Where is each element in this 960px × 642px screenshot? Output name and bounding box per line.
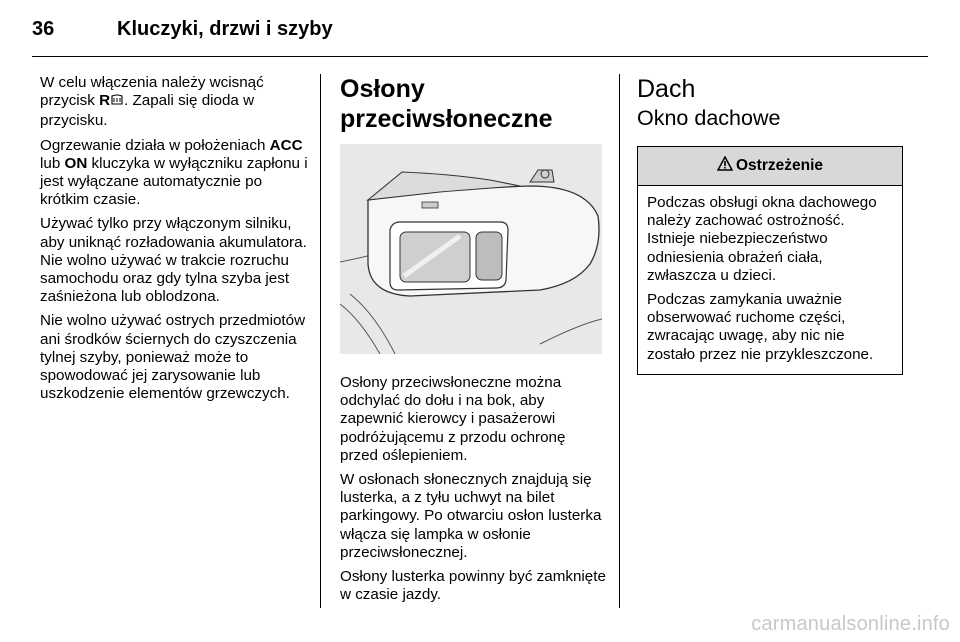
column-divider-1 <box>320 74 321 608</box>
warning-box <box>637 146 903 375</box>
section-heading: Dach <box>637 75 696 103</box>
warning-triangle-icon <box>717 156 733 176</box>
paragraph: Podczas zamykania uważnie obserwować ruchome części, zwracając uwagę, aby nic nie zostało przez nie przykleszczone. <box>647 291 874 363</box>
section-heading: Osłony przeciwsłoneczne <box>340 75 553 133</box>
paragraph: W celu włączenia należy wcisnąć przycisk R . Zapali się dioda w przycisku. <box>40 74 264 130</box>
button-label: R <box>99 92 111 110</box>
paragraph: Osłony przeciwsłoneczne można odchylać do dołu i na bok, aby zapewnić kierowcy i pasażerowi podróżującemu z przodu ochronę przed oślepieniem. <box>340 374 566 464</box>
paragraph: Używać tylko przy włączonym silniku, aby uniknąć rozładowania akumulatora. Nie wolno używać w trakcie rozruchu samochodu oraz gdy tylna szyba jest zaśnieżona lub oblodzona. <box>40 215 307 306</box>
sun-visor-illustration <box>340 144 602 354</box>
warning-body <box>638 186 902 374</box>
page-number: 36 <box>32 18 55 40</box>
paragraph: W osłonach słonecznych znajdują się lusterka, a z tyłu uchwyt na bilet parkingowy. Po otwarciu osłon lusterka włącza się lampka w osłonie przeciwsłonecznej. <box>340 471 602 561</box>
header-divider <box>32 56 928 57</box>
page-title: Kluczyki, drzwi i szyby <box>117 18 333 40</box>
warning-title: Ostrzeżenie <box>735 156 823 174</box>
column-3 <box>637 74 903 375</box>
paragraph: Podczas obsługi okna dachowego należy zachować ostrożność. Istnieje niebezpieczeństwo odniesienia obrażeń ciała, zwłaszcza u dzieci. <box>647 194 877 284</box>
watermark: carmanualsonline.info <box>751 613 950 635</box>
paragraph: Osłony lusterka powinny być zamknięte w czasie jazdy. <box>340 568 606 604</box>
column-2 <box>340 74 606 610</box>
warning-header <box>638 147 902 186</box>
column-1 <box>40 74 310 409</box>
paragraph: Ogrzewanie działa w położeniach ACC lub ON kluczyka w wyłączniku zapłonu i jest wyłączane automatycznie po krótkim czasie. <box>40 136 308 209</box>
page-header <box>32 18 333 48</box>
key-position-acc: ACC <box>269 136 303 154</box>
column-divider-2 <box>619 74 620 608</box>
key-position-on: ON <box>64 154 88 172</box>
paragraph: Nie wolno używać ostrych przedmiotów ani środków ściernych do czyszczenia tylnej szyby, ponieważ może to spowodować jej zarysowanie lub uszkodzenie elementów grzewczych. <box>40 312 306 403</box>
subsection-heading: Okno dachowe <box>637 106 781 130</box>
rear-window-heater-icon <box>110 93 124 112</box>
